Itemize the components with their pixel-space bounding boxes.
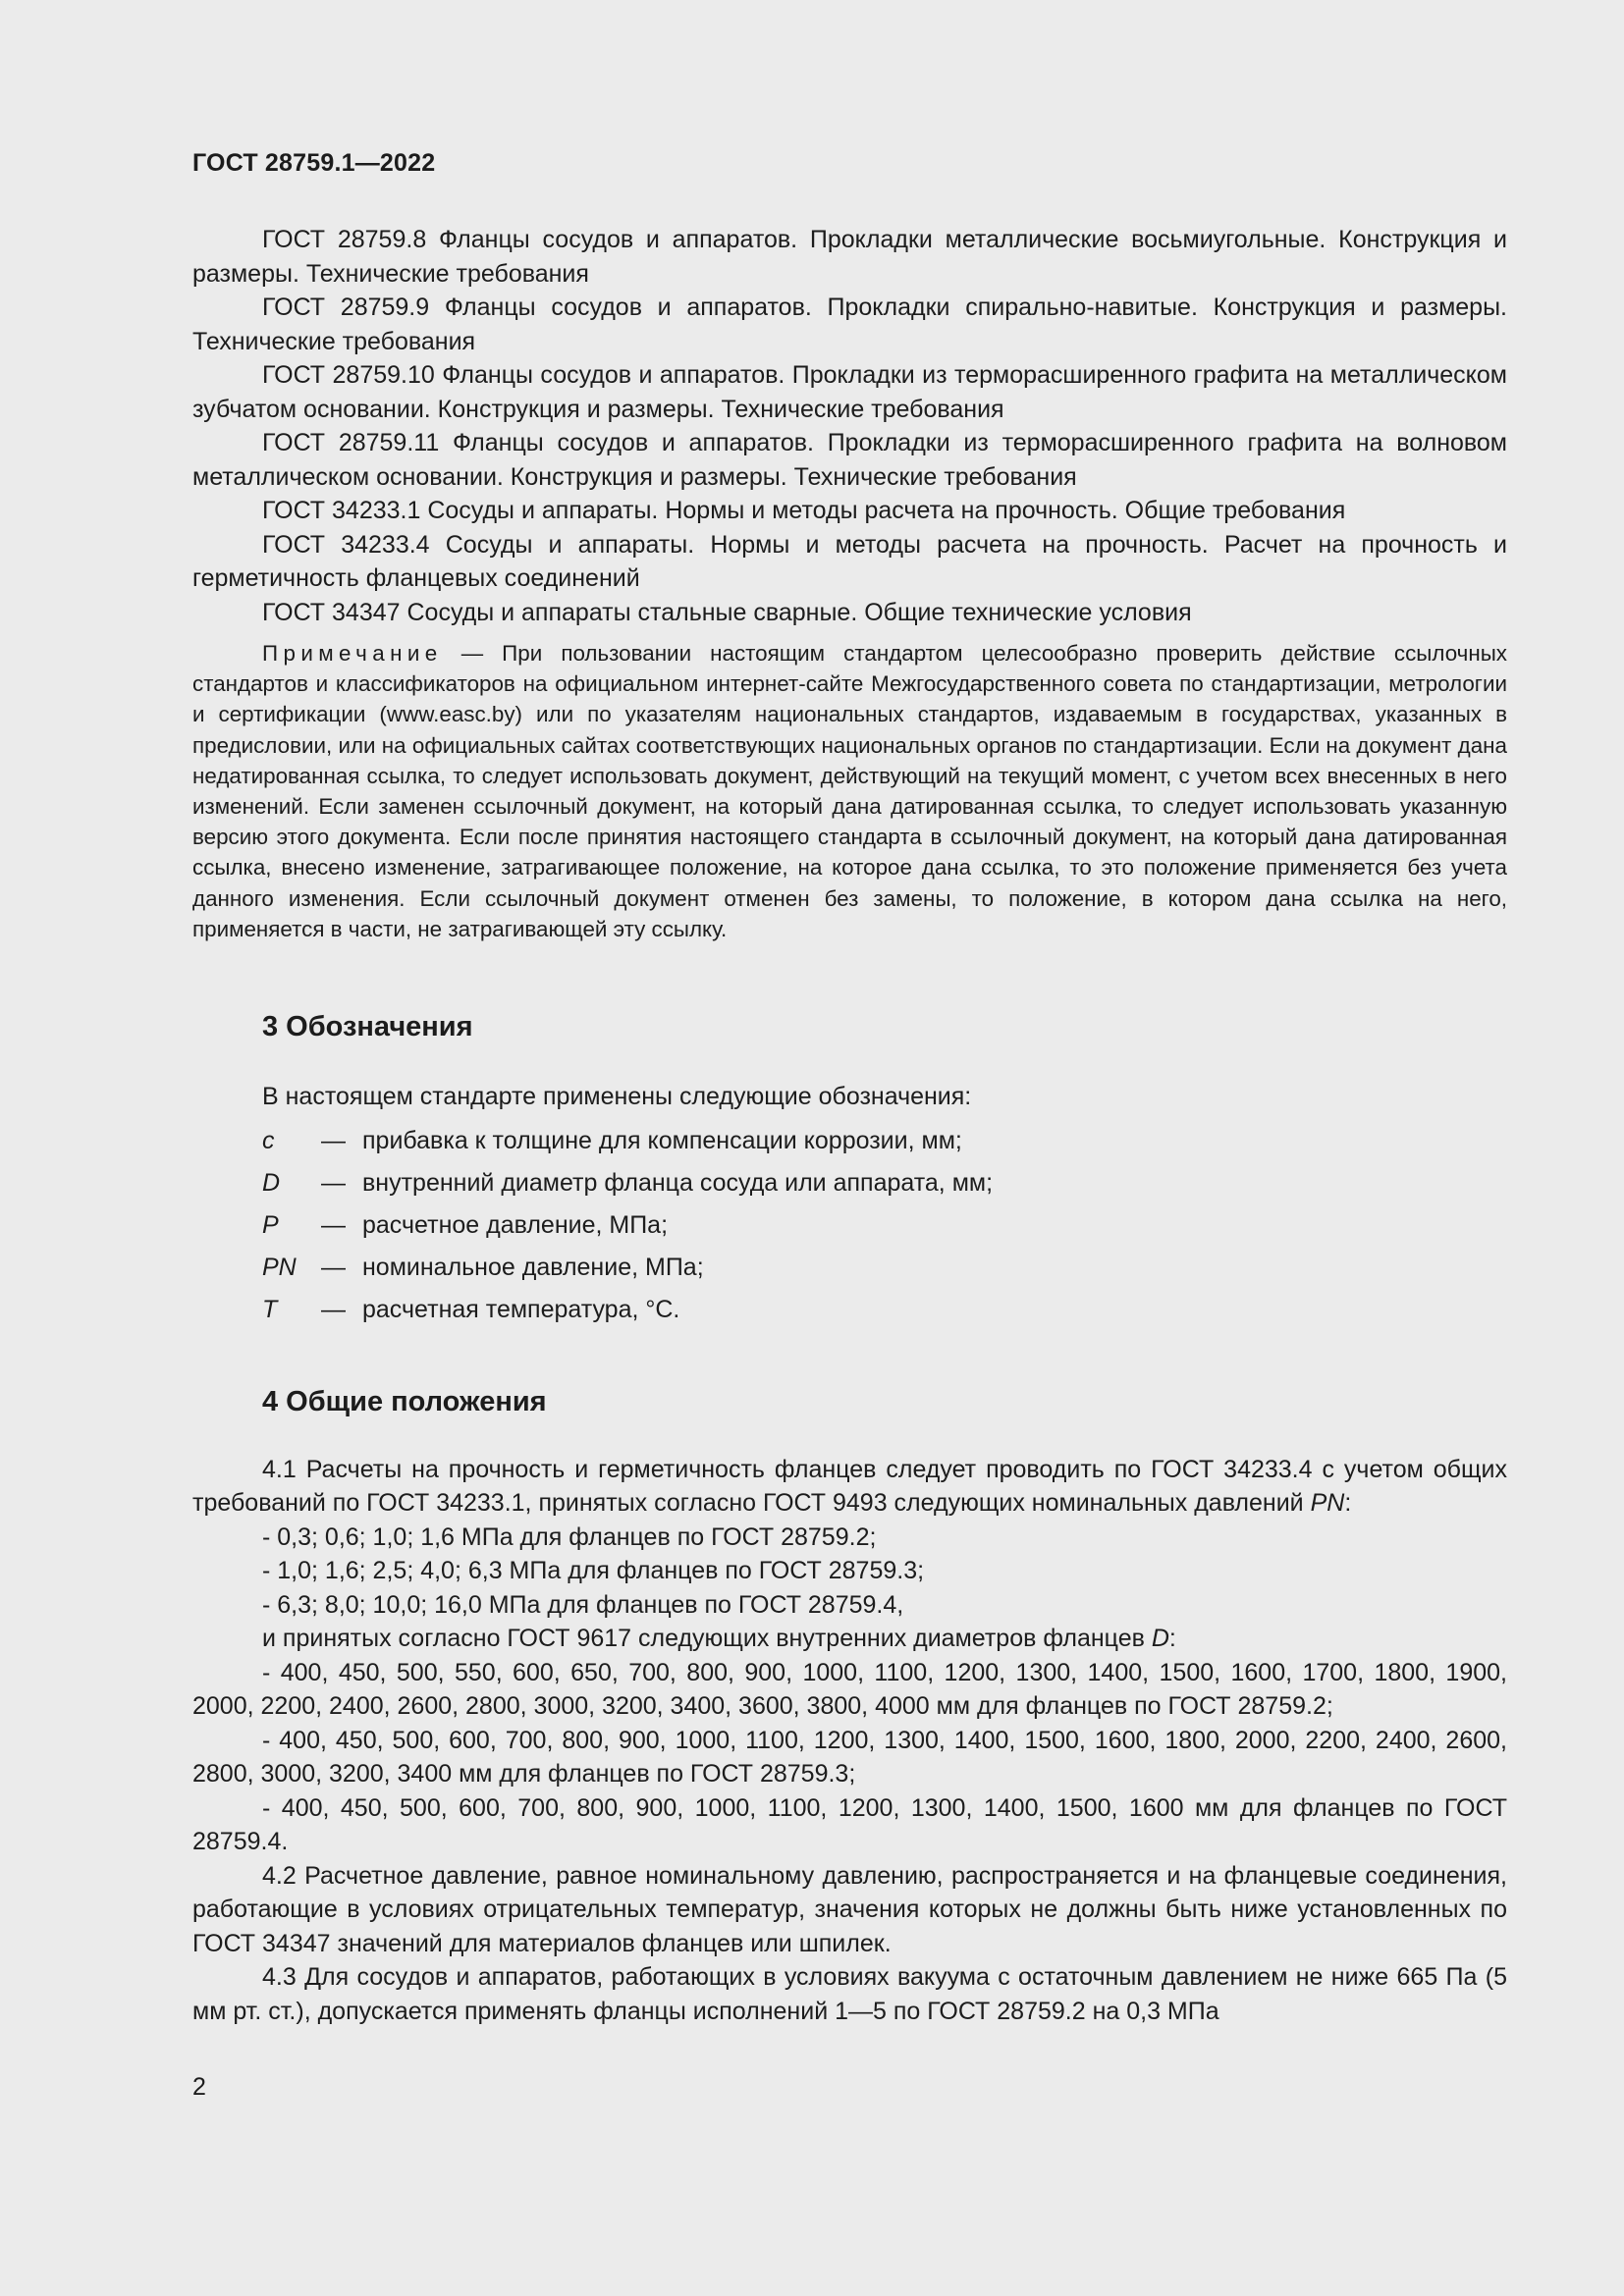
clause-4-1-symbol: PN xyxy=(1310,1489,1345,1518)
diameter-item: - 400, 450, 500, 550, 600, 650, 700, 800, 900, 1000, 1100, 1200, 1300, 1400, 1500, 1600, 1700, 1800, 1900, 2000, 2200, 2400, 2600, 2800, 3000, 3200, 3400, 3600, 3800, 4000 мм для фланцев по ГОСТ 28759.2; xyxy=(192,1658,1507,1721)
diameter-item: - 400, 450, 500, 600, 700, 800, 900, 1000, 1100, 1200, 1300, 1400, 1500, 1600 мм для фланцев по ГОСТ 28759.4. xyxy=(192,1793,1507,1856)
reference-item: ГОСТ 34233.4 Сосуды и аппараты. Нормы и методы расчета на прочность. Расчет на прочность и герметичность фланцевых соединений xyxy=(192,530,1507,592)
diameter-intro-text: и принятых согласно ГОСТ 9617 следующих внутренних диаметров фланцев xyxy=(262,1625,1152,1653)
clause-4-2: 4.2 Расчетное давление, равное номинальному давлению, распространяется и на фланцевые соединения, работающие в условиях отрицательных температур, значения которых не должны быть ниже установленных по ГОСТ 34347 значений для материалов фланцев или шпилек. xyxy=(192,1861,1507,1957)
symbol-description: расчетное давление, МПа; xyxy=(362,1210,669,1239)
reference-item: ГОСТ 28759.11 Фланцы сосудов и аппаратов. Прокладки из терморасширенного графита на волновом металлическом основании. Конструкция и размеры. Технические требования xyxy=(192,429,1507,491)
symbol-row xyxy=(262,1120,1507,1162)
symbol: T xyxy=(262,1295,278,1323)
symbol-row xyxy=(262,1204,1507,1247)
reference-item: ГОСТ 28759.9 Фланцы сосудов и аппаратов. Прокладки спирально-навитые. Конструкция и размеры. Технические требования xyxy=(192,294,1507,355)
note-label: Примечание xyxy=(262,641,443,666)
symbol-dash: — xyxy=(321,1253,346,1281)
page-number: 2 xyxy=(192,2073,206,2101)
section-4-title: 4 Общие положения xyxy=(262,1385,547,1417)
reference-item: ГОСТ 28759.10 Фланцы сосудов и аппаратов. Прокладки из терморасширенного графита на металлическом зубчатом основании. Конструкция и размеры. Технические требования xyxy=(192,361,1507,423)
symbol-dash: — xyxy=(321,1168,346,1197)
symbol-dash: — xyxy=(321,1126,346,1154)
symbol: c xyxy=(262,1126,275,1154)
reference-item: ГОСТ 28759.8 Фланцы сосудов и аппаратов. Прокладки металлические восьмиугольные. Конструкция и размеры. Технические требования xyxy=(192,226,1507,288)
section-3-title: 3 Обозначения xyxy=(262,1011,473,1043)
symbol-row xyxy=(262,1289,1507,1331)
diameter-symbol: D xyxy=(1151,1625,1169,1653)
symbol: P xyxy=(262,1210,279,1239)
page-content xyxy=(192,223,1507,2028)
clause-4-3: 4.3 Для сосудов и аппаратов, работающих в условиях вакуума с остаточным давлением не ниже 665 Па (5 мм рт. ст.), допускается применять фланцы исполнений 1—5 по ГОСТ 28759.2 на 0,3 МПа xyxy=(192,1963,1507,2025)
document-header: ГОСТ 28759.1—2022 xyxy=(192,149,436,177)
symbol-description: внутренний диаметр фланца сосуда или аппарата, мм; xyxy=(362,1168,994,1197)
symbol-description: номинальное давление, МПа; xyxy=(362,1253,704,1281)
reference-item: ГОСТ 34347 Сосуды и аппараты стальные сварные. Общие технические условия xyxy=(262,598,1192,626)
symbol-description: расчетная температура, °С. xyxy=(362,1295,680,1323)
symbol-row xyxy=(262,1247,1507,1289)
symbol-dash: — xyxy=(321,1210,346,1239)
symbol-description: прибавка к толщине для компенсации коррозии, мм; xyxy=(362,1126,962,1154)
diameter-intro xyxy=(192,1622,1507,1656)
symbol: D xyxy=(262,1168,281,1197)
diameter-intro-tail: : xyxy=(1168,1625,1176,1653)
reference-item: ГОСТ 34233.1 Сосуды и аппараты. Нормы и методы расчета на прочность. Общие требования xyxy=(262,497,1346,524)
note-text: — При пользовании настоящим стандартом целесообразно проверить действие ссылочных стандартов и классификаторов на официальном интернет-сайте Межгосударственного совета по стандартизации, метрологии и сертификации (www.easc.by) или по указателям национальных стандартов, издаваемым в государствах, указанных в предисловии, или на официальных сайтах соответствующих национальных органов по стандартизации. Если на документ дана недатированная ссылка, то следует использовать документ, действующий на текущий момент, с учетом всех внесенных в него изменений. Если заменен ссылочный документ, на который дана датированная ссылка, то следует использовать указанную версию этого документа. Если после принятия настоящего стандарта в ссылочный документ, на который дана датированная ссылка, внесено изменение, затрагивающее положение, на которое дана ссылка, то это положение применяется без учета данного изменения. Если ссылочный документ отменен без замены, то положение, в котором дана ссылка на него, применяется в части, не затрагивающей эту ссылку. xyxy=(192,641,1507,941)
pressure-item: - 6,3; 8,0; 10,0; 16,0 МПа для фланцев по ГОСТ 28759.4, xyxy=(262,1590,904,1619)
pressure-item: - 1,0; 1,6; 2,5; 4,0; 6,3 МПа для фланцев по ГОСТ 28759.3; xyxy=(262,1557,925,1585)
pressure-item: - 0,3; 0,6; 1,0; 1,6 МПа для фланцев по ГОСТ 28759.2; xyxy=(262,1522,877,1551)
symbol: PN xyxy=(262,1253,297,1281)
symbol-row xyxy=(262,1162,1507,1204)
diameter-item: - 400, 450, 500, 600, 700, 800, 900, 1000, 1100, 1200, 1300, 1400, 1500, 1600, 1800, 2000, 2200, 2400, 2600, 2800, 3000, 3200, 3400 мм для фланцев по ГОСТ 28759.3; xyxy=(192,1726,1507,1789)
note-paragraph xyxy=(192,638,1507,944)
clause-4-1 xyxy=(192,1453,1507,1521)
clause-4-1-tail: : xyxy=(1344,1489,1352,1518)
section-3-intro: В настоящем стандарте применены следующие обозначения: xyxy=(262,1083,972,1111)
symbol-dash: — xyxy=(321,1295,346,1323)
clause-4-1-text: 4.1 Расчеты на прочность и герметичность фланцев следует проводить по ГОСТ 34233.4 с учетом общих требований по ГОСТ 34233.1, принятых согласно ГОСТ 9493 следующих номинальных давлений xyxy=(192,1455,1507,1518)
